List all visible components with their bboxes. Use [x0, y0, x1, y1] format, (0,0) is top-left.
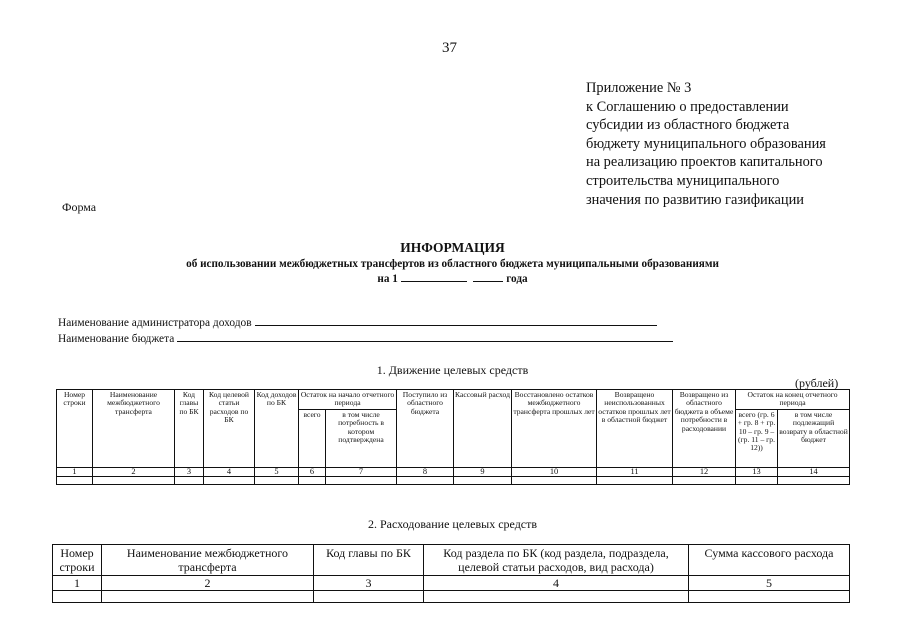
appendix-line: Приложение № 3: [586, 80, 692, 96]
appendix-line: значения по развитию газификации: [586, 191, 805, 208]
header-received: Поступило из областного бюджета: [397, 390, 454, 468]
header-cash-expense: Кассовый расход: [454, 390, 512, 468]
admin-label: Наименование администратора доходов: [58, 317, 252, 329]
appendix-line: на реализацию проектов капитального: [586, 154, 823, 171]
header-start-total: всего: [299, 409, 326, 467]
section2-title: 2. Расходование целевых средств: [367, 517, 538, 531]
table-cell[interactable]: [512, 477, 597, 485]
appendix-line: строительства муниципального: [586, 172, 780, 189]
header-restored: Восстановлено остатков межбюджетного трансферта прошлых лет: [512, 390, 597, 468]
table-cell[interactable]: [53, 591, 102, 603]
admin-input-line[interactable]: [255, 324, 657, 326]
table-cell[interactable]: [314, 591, 424, 603]
table-row: [57, 477, 850, 485]
funds-spending-table: [52, 544, 850, 603]
column-number: 4: [424, 576, 689, 591]
column-number: 5: [689, 576, 850, 591]
appendix-line: субсидии из областного бюджета: [586, 117, 790, 134]
column-number: 10: [512, 467, 597, 476]
admin-field: [58, 317, 657, 329]
column-number: 14: [778, 467, 850, 476]
table-cell[interactable]: [93, 477, 175, 485]
column-number: 5: [255, 467, 299, 476]
column-number: 12: [673, 467, 736, 476]
header-end-return: в том числе подлежащий возврату в областной бюджет: [778, 409, 850, 467]
header-row-no: Номер строки: [53, 545, 102, 576]
column-number: 1: [53, 576, 102, 591]
header-start-balance: Остаток на начало отчетного периода: [299, 390, 397, 410]
column-number: 2: [102, 576, 314, 591]
date-blank[interactable]: [401, 280, 467, 282]
table-cell[interactable]: [454, 477, 512, 485]
report-date-suffix: года: [506, 273, 528, 285]
column-numbers-row: [57, 467, 850, 476]
header-section-code: Код раздела по БК (код раздела, подраздела, целевой статьи расходов, вид расхода): [424, 545, 689, 576]
table-cell[interactable]: [326, 477, 397, 485]
funds-movement-table: [56, 389, 850, 485]
header-income-code: Код доходов по БК: [255, 390, 299, 468]
column-number: 3: [314, 576, 424, 591]
form-label: Форма: [62, 200, 97, 214]
column-number: 6: [299, 467, 326, 476]
section1-title: 1. Движение целевых средств: [376, 363, 529, 377]
column-number: 13: [736, 467, 778, 476]
header-transfer-name: Наименование межбюджетного трансферта: [93, 390, 175, 468]
header-cash-sum: Сумма кассового расхода: [689, 545, 850, 576]
budget-field: [58, 333, 673, 345]
table-cell[interactable]: [255, 477, 299, 485]
table-cell[interactable]: [299, 477, 326, 485]
document-subtitle: об использовании межбюджетных трансфертов из областного бюджета муниципальными образованиями: [186, 258, 719, 270]
table-cell[interactable]: [397, 477, 454, 485]
table-cell[interactable]: [597, 477, 673, 485]
appendix-note: [586, 79, 826, 209]
report-date-line: [0, 273, 905, 285]
unit-label: (рублей): [795, 376, 839, 390]
document-title: ИНФОРМАЦИЯ: [400, 240, 505, 255]
column-number: 1: [57, 467, 93, 476]
header-transfer-name: Наименование межбюджетного трансферта: [102, 545, 314, 576]
column-numbers-row: [53, 576, 850, 591]
table-cell[interactable]: [102, 591, 314, 603]
table-cell[interactable]: [673, 477, 736, 485]
page-number: 37: [442, 40, 457, 56]
appendix-line: к Соглашению о предоставлении: [586, 98, 789, 115]
table-cell[interactable]: [736, 477, 778, 485]
column-number: 7: [326, 467, 397, 476]
report-date-prefix: на 1: [377, 273, 398, 285]
header-end-balance: Остаток на конец отчетного периода: [736, 390, 850, 410]
table-row: [53, 591, 850, 603]
header-start-confirmed: в том числе потребность в котором подтверждена: [326, 409, 397, 467]
table-cell[interactable]: [175, 477, 204, 485]
budget-label: Наименование бюджета: [58, 333, 175, 345]
budget-input-line[interactable]: [177, 340, 673, 342]
column-number: 8: [397, 467, 454, 476]
header-returned-unused: Возвращено неиспользованных остатков прошлых лет в областной бюджет: [597, 390, 673, 468]
header-row-no: Номер строки: [57, 390, 93, 468]
table-cell[interactable]: [204, 477, 255, 485]
table-cell[interactable]: [689, 591, 850, 603]
header-chapter-code: Код главы по БК: [175, 390, 204, 468]
column-number: 3: [175, 467, 204, 476]
column-number: 11: [597, 467, 673, 476]
year-blank[interactable]: [473, 280, 503, 282]
header-expense-code: Код целевой статьи расходов по БК: [204, 390, 255, 468]
column-number: 9: [454, 467, 512, 476]
table-cell[interactable]: [57, 477, 93, 485]
table-cell[interactable]: [778, 477, 850, 485]
table-cell[interactable]: [424, 591, 689, 603]
header-returned-need: Возвращено из областного бюджета в объеме потребности в расходовании: [673, 390, 736, 468]
header-chapter-code: Код главы по БК: [314, 545, 424, 576]
header-end-total: всего (гр. 6 + гр. 8 + гр. 10 – гр. 9 – (гр. 11 – гр. 12)): [736, 409, 778, 467]
column-number: 4: [204, 467, 255, 476]
appendix-line: бюджету муниципального образования: [586, 135, 826, 152]
column-number: 2: [93, 467, 175, 476]
